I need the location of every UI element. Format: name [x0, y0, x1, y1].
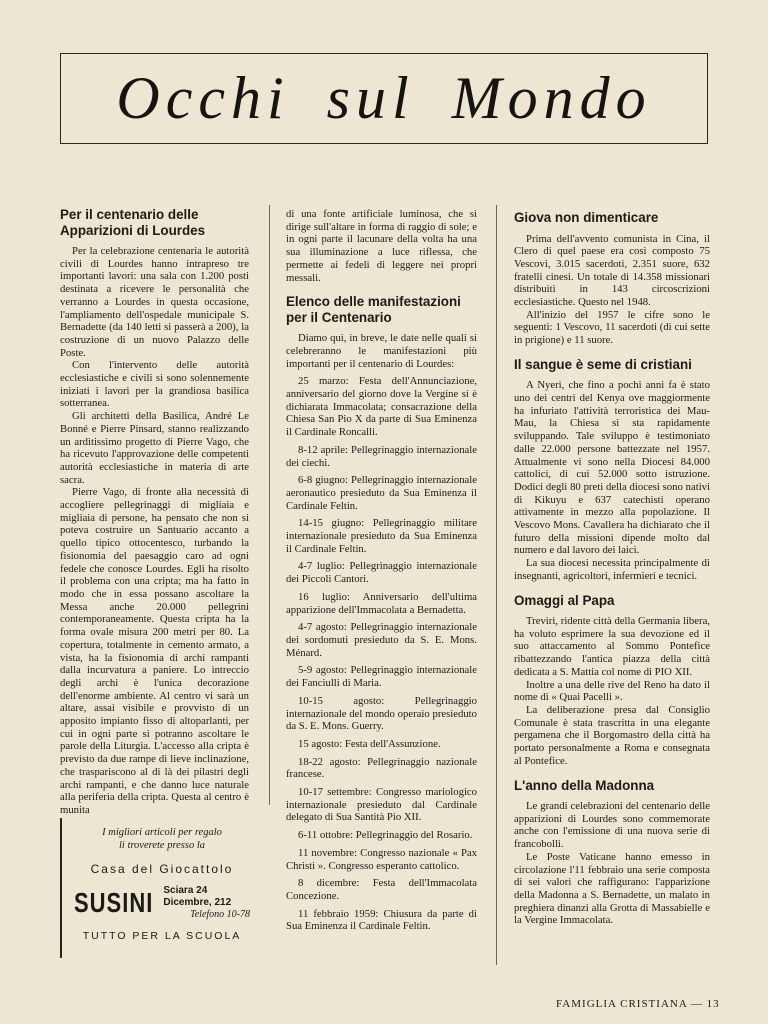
article-paragraph: Le grandi celebrazioni del centenario delle apparizioni di Lourdes sono commemorate anche con l'emissione di una nuova serie di francobolli. [514, 800, 710, 851]
article-heading: L'anno della Madonna [514, 777, 655, 793]
article-paragraph: A Nyeri, che fino a pochi anni fa è stato uno dei centri del Kenya ove maggiormente ha infuriato l'attività terroristica dei Mau-Mau, la Chiesa si sta rapidamente sviluppando. Tale sviluppo è testimoniato dalle 22.000 persone battezzate nel 1957. Attualmente vi sono nella Diocesi 84.000 cattolici, di cui 52.000 sotto istruzione. Dodici degli 80 preti della diocesi sono nativi di Kikuyu e 637 catechisti operano attivamente in mezzo alla popolazione. Il Vescovo Mons. Cavallera ha dichiarato che il futuro della missioni dipende molto dal numero e dal lavoro dei laici. [514, 379, 710, 557]
list-item: 16 luglio: Anniversario dell'ultima apparizione dell'Immacolata a Bernadetta. [286, 590, 477, 616]
article-paragraph: Pierre Vago, di fronte alla necessità di accogliere pellegrinaggi di migliaia e migliaia di persone, ha pensato che non si poteva costruire un Santuario accanto a quello tipico ottocentesco, turbando la fisionomia del paesaggio caro ad ogni fedele che conosce Lourdes. Egli ha risolto il problema con una cripta; ma ha fatto in modo che in essa possano ascoltare la Messa anche 20.000 pellegrini contemporaneamente. Questa cripta ha la forma ovale misura 200 metri per 80. La copertura, totalmente in cemento armato, a vista, ha la fisionomia di archi rampanti dalla incurvatura a paniere. Lo intreccio degli archi è l'unica decorazione dell'enorme ambiente. Al centro vi sarà un altare, assai visibile e provvisto di un apposito impianto fisso di altoparlanti, per cui in ogni parte si potranno ascoltare le parole della Liturgia. L'accesso alla cripta è previsto da due rampe di lieve inclinazione, che traspariscono al di là dei pilastri degli archi rampanti, e che danno luce naturale alla periferia della cripta. Questa al centro è munita [60, 486, 249, 816]
article-paragraph: Le Poste Vaticane hanno emesso in circolazione l'11 febbraio una serie composta di sei valori che raffigurano: l'apparizione della Madonna a S. Bernadette, un malato in preghiera dinanzi alla Grotta di Massabielle e la Vergine Immacolata. [514, 850, 710, 927]
advertisement [60, 818, 250, 958]
list-item: 18-22 agosto: Pellegrinaggio nazionale francese. [286, 755, 477, 781]
list-item: 4-7 agosto: Pellegrinaggio internazionale dei sordomuti presieduto da S. E. Mons. Ménard. [286, 621, 477, 659]
list-item: 8-12 aprile: Pellegrinaggio internazionale dei ciechi. [286, 443, 477, 469]
list-item: 5-9 agosto: Pellegrinaggio internazionale dei Fanciulli di Maria. [286, 664, 477, 690]
list-item: 8 dicembre: Festa dell'Immacolata Concezione. [286, 877, 477, 902]
article-heading: Per il centenario delle Apparizioni di Lourdes [60, 207, 206, 238]
column-rule-right [496, 205, 497, 965]
article-heading: Elenco delle manifestazioni per il Centenario [286, 294, 461, 325]
list-item: 25 marzo: Festa dell'Annunciazione, anniversario del giorno dove la Vergine si è dichiarata Immacolata; consacrazione della Chiesa San Pio X da parte di Sua Eminenza il Cardinale Roncalli. [286, 375, 477, 439]
ad-footer: TUTTO PER LA SCUOLA [82, 930, 242, 942]
article-paragraph: Con l'intervento delle autorità ecclesiastiche e civili si sono solennemente iniziati i lavori per la grandiosa basilica sotterranea. [60, 359, 249, 410]
page-title: Occhi sul Mondo [116, 65, 652, 131]
list-item: 10-15 agosto: Pellegrinaggio internazionale del mondo operaio presieduto da S. E. Mons. Guerry. [286, 694, 477, 733]
ad-address: Sciara 24 Dicembre, 212 [163, 885, 232, 908]
article-paragraph: Treviri, ridente città della Germania libera, ha voluto esprimere la sua devozione ed il suo attaccamento al Sommo Pontefice ribattezzando l'antica piazza della città dedicata a S. Mattia col nome di PIO XII. [514, 615, 710, 678]
article-paragraph: Gli architetti della Basilica, André Le Bonné e Pierre Pinsard, stanno realizzando un arditissimo progetto di Pierre Vago, che ha ricevuto l'approvazione delle competenti autorità ecclesiastiche in materia di arte sacra. [60, 410, 249, 486]
article-heading: Giova non dimenticare [514, 210, 659, 225]
title-frame [60, 53, 708, 144]
list-item: 11 novembre: Congresso nazionale « Pax Christi ». Congresso esperanto cattolico. [286, 846, 477, 872]
article-heading: Il sangue è seme di cristiani [514, 356, 692, 372]
article-paragraph: La deliberazione presa dal Consiglio Comunale è stata trascritta in una elegante pergamena che il Borgomastro della città ha portato personalmente a Roma e consegnata al Pontefice. [514, 704, 710, 767]
list-item: 4-7 luglio: Pellegrinaggio internazionale dei Piccoli Cantori. [286, 560, 477, 586]
ad-phone: Telefono 10-78 [190, 909, 250, 920]
article-paragraph: Inoltre a una delle rive del Reno ha dato il nome di « Quai Pacelli ». [514, 678, 710, 704]
ad-line: li troverete presso la [118, 840, 206, 851]
list-item: 6-8 giugno: Pellegrinaggio internazionale aeronautico presieduto da Sua Eminenza il Cardinale Feltin. [286, 474, 477, 512]
list-item: 14-15 giugno: Pellegrinaggio militare internazionale presieduto da Sua Eminenza il Cardinale Feltin. [286, 517, 477, 555]
column-manifestazioni [286, 208, 477, 938]
column-news [514, 208, 710, 927]
list-item: 6-11 ottobre: Pellegrinaggio del Rosario. [298, 829, 473, 842]
article-paragraph: Prima dell'avvento comunista in Cina, il Clero di quel paese era così composto 75 Vescovi, 3.015 sacerdoti, 2.351 suore, 632 fratelli cinesi. Un totale di 14.358 missionari distribuiti in 143 circoscrizioni ecclesiastiche. Questo nel 1948. [514, 232, 710, 309]
article-paragraph: di una fonte artificiale luminosa, che si dirige sull'altare in forma di raggio di sole; e in ogni parte il lacunare della volta ha una sua illuminazione a luce riflessa, che permette ai fedeli di leggere nei propri messali. [286, 208, 477, 284]
page-footer: FAMIGLIA CRISTIANA — 13 [556, 998, 720, 1010]
column-lourdes [60, 205, 249, 817]
ad-line: I migliori articoli per regalo [102, 827, 222, 838]
article-heading: Omaggi al Papa [514, 592, 615, 608]
article-paragraph: La sua diocesi necessita principalmente di insegnanti, agricoltori, infermieri e tecnici. [514, 557, 710, 582]
list-item: 10-17 settembre: Congresso mariologico internazionale presieduto dal Cardinale delegato di Sua Santità Pio XII. [286, 786, 477, 824]
article-paragraph: All'inizio del 1957 le cifre sono le seguenti: 1 Vescovo, 11 sacerdoti (di cui sette in prigione) e 11 suore. [514, 308, 710, 347]
column-rule-left [269, 205, 270, 805]
article-paragraph: Diamo qui, in breve, le date nelle quali si celebreranno le manifestazioni più importanti per il centenario di Lourdes: [286, 332, 477, 370]
article-paragraph: Per la celebrazione centenaria le autorità civili di Lourdes hanno intrapreso tre importanti lavori: una sala con 1.200 posti destinata a ricevere le personalità che verranno a Lourdes in questa occasione, l'ampliamento dell'ospedale municipale S. Bernadette (da 140 letti si passerà a 200), la costruzione di un nuovo Palazzo delle Poste. [60, 245, 249, 359]
ad-shop-name: Casa del Giocattolo [90, 862, 234, 876]
ad-brand: SUSINI [74, 886, 154, 918]
list-item: 15 agosto: Festa dell'Assunzione. [298, 737, 441, 750]
list-item: 11 febbraio 1959: Chiusura da parte di Sua Eminenza il Cardinale Feltin. [286, 907, 477, 933]
